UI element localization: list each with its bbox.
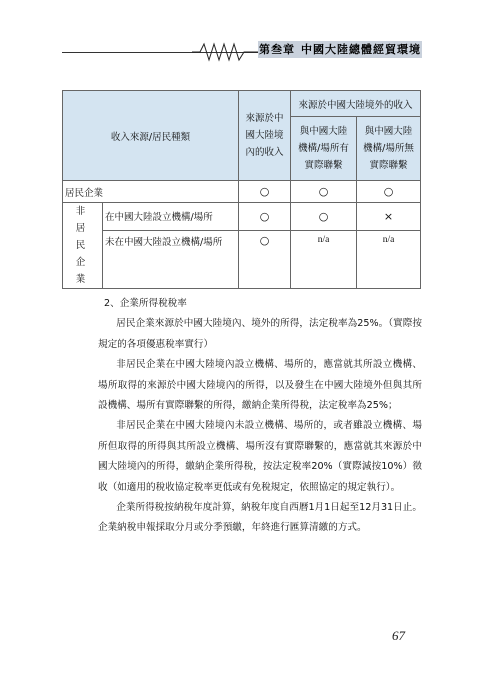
paragraph-resident-rate: 居民企業來源於中國大陸境內、境外的所得，法定稅率為25%。（實際按規定的各項優惠稅率實行）: [98, 318, 422, 350]
cell-mark: ○: [239, 203, 291, 231]
paragraph-tax-year: 企業所得稅按納稅年度計算，納稅年度自西曆1月1日起至12月31日止。企業納稅申報採取分月或分季預繳，年終進行匯算清繳的方式。: [98, 502, 422, 534]
income-source-table: [62, 90, 421, 289]
section-heading: 2、企業所得稅稅率: [104, 298, 187, 309]
page-number: 67: [392, 628, 405, 643]
paragraph-non-resident-without-establishment: 非居民企業在中國大陸境內未設立機構、場所的，或者雖設立機構、場所但取得的所得與其所設立機構、場所沒有實際聯繫的，應當就其來源於中國大陸境內的所得，繳納企業所得稅，按法定稅率20%（實際減按10%）徵收（如適用的稅收協定稅率更低或有免稅規定，依照協定的規定執行）。: [98, 420, 422, 493]
table-row: [63, 230, 421, 288]
paragraph-non-resident-with-establishment: 非居民企業在中國大陸境內設立機構、場所的，應當就其所設立機構、場所取得的來源於中國大陸境內的所得，以及發生在中國大陸境外但與其所設機構、場所有實際聯繫的所得，繳納企業所得稅，法定稅率為25%；: [98, 359, 422, 412]
cell-na: n/a: [357, 230, 421, 288]
row-label-resident: 居民企業: [63, 181, 239, 203]
cell-mark: ○: [291, 203, 357, 231]
cell-mark: ○: [239, 181, 291, 203]
cell-na: n/a: [291, 230, 357, 288]
row-group-non-resident: 非居民企業: [63, 203, 103, 289]
header-without-establishment: 與中國大陸機構/場所無實際聯繫: [357, 117, 421, 181]
cell-mark: ○: [291, 181, 357, 203]
header-outside-china: 來源於中國大陸境外的收入: [291, 91, 421, 117]
header-income-type: 收入來源/居民種類: [63, 91, 239, 181]
body-text: [98, 294, 422, 539]
cell-mark: ○: [357, 181, 421, 203]
chapter-title: [258, 41, 422, 58]
chapter-label: 第叁章: [259, 43, 295, 56]
chapter-title-text: 中國大陸總體經貿環境: [301, 43, 421, 56]
header-with-establishment: 與中國大陸機構/場所有實際聯繫: [291, 117, 357, 181]
cell-mark: ×: [357, 203, 421, 231]
table-row: [63, 181, 421, 203]
table-row: [63, 203, 421, 231]
row-label-with-establishment: 在中國大陸設立機構/場所: [103, 203, 239, 231]
header-zigzag-ornament: [192, 41, 258, 63]
header-in-china: 來源於中國大陸境內的收入: [239, 91, 291, 181]
row-label-without-establishment: 未在中國大陸設立機構/場所: [103, 230, 239, 288]
cell-mark: ○: [239, 230, 291, 288]
